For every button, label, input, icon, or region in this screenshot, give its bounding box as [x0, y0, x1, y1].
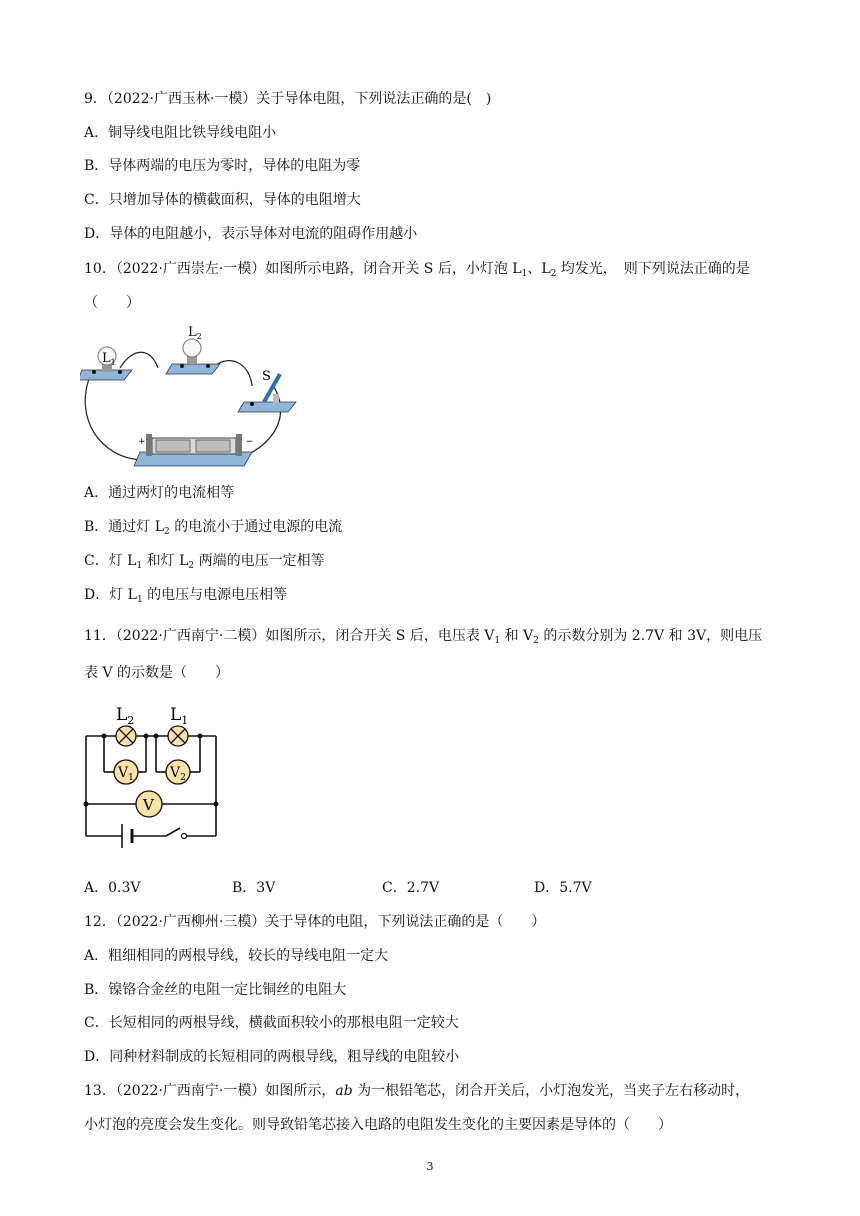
q10-circuit-figure: [80, 318, 300, 474]
q11-v1-label: $V_1$: [118, 765, 134, 783]
q13-stem-line2: 小灯泡的亮度会发生变化。则导致铅笔芯接入电路的电阻发生变化的主要因素是导体的（ ）: [84, 1117, 672, 1133]
q9-option-a: A．铜导线电阻比铁导线电阻小: [84, 125, 277, 141]
q10-stem-line2: （ ）: [84, 295, 140, 311]
q11-v-label: V: [143, 796, 154, 814]
q11-v2-label: $V_2$: [170, 765, 186, 783]
q9-option-d: D．导体的电阻越小，表示导体对电流的阻碍作用越小: [84, 226, 418, 242]
q10-stem-line1: 10．（2022·广西崇左·一模）如图所示电路，闭合开关 S 后，小灯泡 $L_1$、$L_2$ 均发光， 则下列说法正确的是: [84, 261, 750, 279]
q13-stem-line1: 13．（2022·广西南宁·一模）如图所示，ab 为一根铅笔芯，闭合开关后，小灯泡发光，当夹子左右移动时，: [84, 1083, 750, 1099]
q10-option-c: C．灯 $L_1$ 和灯 $L_2$ 两端的电压一定相等: [84, 553, 325, 571]
q9-option-b: B．导体两端的电压为零时，导体的电阻为零: [84, 158, 361, 174]
q11-option-a: A．0.3V: [84, 880, 141, 896]
q12-stem: 12．（2022·广西柳州·三模）关于导体的电阻，下列说法正确的是（ ）: [84, 914, 546, 930]
q11-option-c: C．2.7V: [382, 880, 440, 896]
q10-minus-label: −: [246, 437, 254, 447]
q11-option-b: B．3V: [232, 880, 276, 896]
q11-circuit-figure: [80, 702, 230, 862]
q9-stem: 9．（2022·广西玉林·一模）关于导体电阻，下列说法正确的是( ): [84, 91, 492, 107]
q11-l1-label: $L_1$: [170, 705, 189, 727]
q10-option-d: D．灯 $L_1$ 的电压与电源电压相等: [84, 587, 288, 605]
q11-l2-label: $L_2$: [116, 705, 135, 727]
q10-s-label: S: [262, 369, 271, 384]
q10-l2-label: $L_2$: [188, 325, 202, 341]
q9-option-c: C．只增加导体的横截面积，导体的电阻增大: [84, 192, 361, 208]
q11-option-d: D．5.7V: [534, 880, 592, 896]
q11-stem-line1: 11．（2022·广西南宁·二模）如图所示，闭合开关 S 后，电压表 $V_1$ 和 $V_2$ 的示数分别为 2.7V 和 3V，则电压: [84, 628, 763, 646]
q10-plus-label: +: [138, 437, 146, 447]
q12-option-a: A．粗细相同的两根导线，较长的导线电阻一定大: [84, 948, 389, 964]
q10-option-a: A．通过两灯的电流相等: [84, 485, 235, 501]
q11-stem-line2: 表 V 的示数是（ ）: [84, 665, 230, 681]
page-number: 3: [426, 1160, 434, 1173]
q12-option-d: D．同种材料制成的长短相同的两根导线，粗导线的电阻较小: [84, 1049, 460, 1065]
q12-option-c: C．长短相同的两根导线，横截面积较小的那根电阻一定较大: [84, 1015, 459, 1031]
q12-option-b: B．镍铬合金丝的电阻一定比铜丝的电阻大: [84, 982, 347, 998]
q10-l1-label: $L_1$: [102, 351, 116, 367]
q10-option-b: B．通过灯 $L_2$ 的电流小于通过电源的电流: [84, 519, 343, 537]
